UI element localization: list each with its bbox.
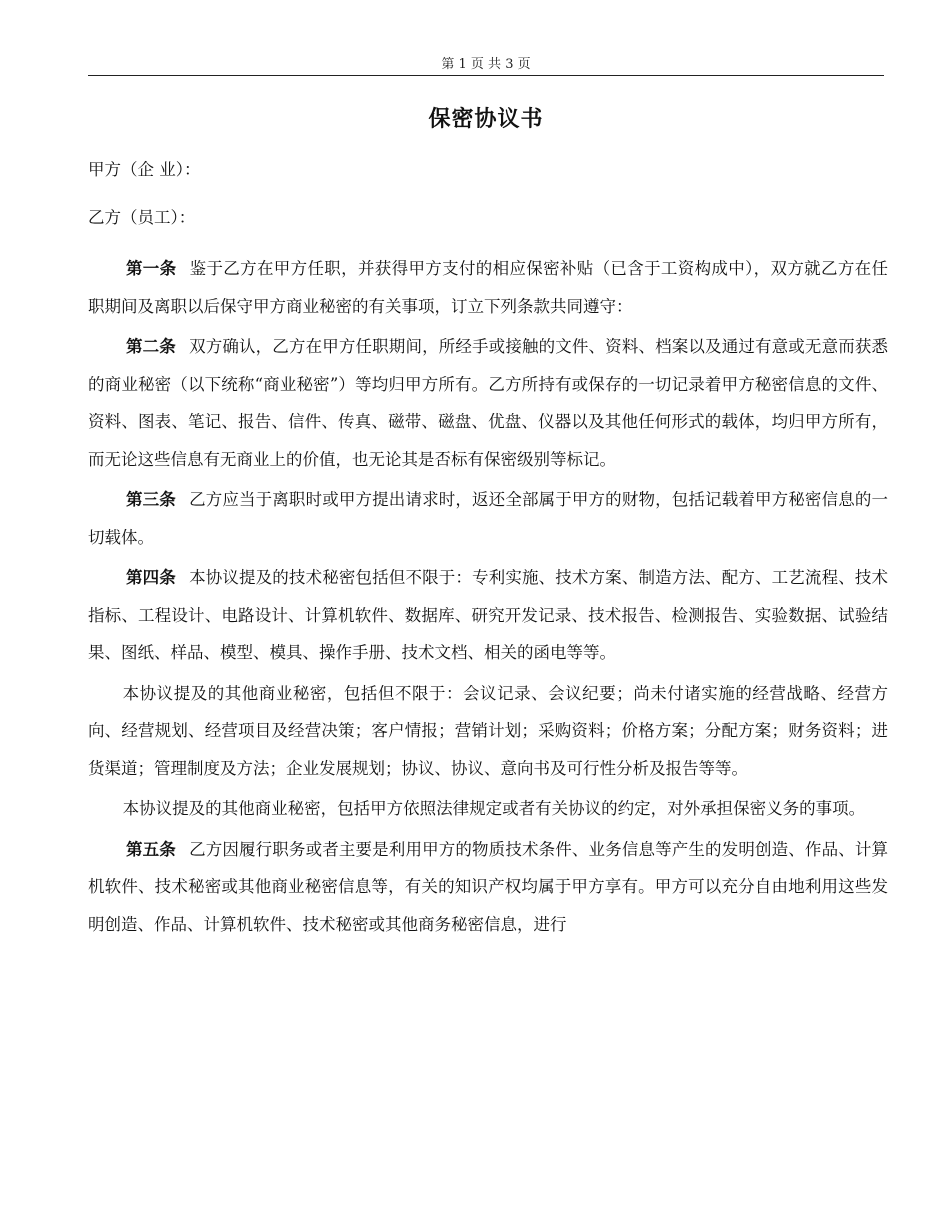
article-3	[88, 481, 888, 556]
article-text: 本协议提及的技术秘密包括但不限于：专利实施、技术方案、制造方法、配方、工艺流程、技术指标、工程设计、电路设计、计算机软件、数据库、研究开发记录、技术报告、检测报告、实验数据、试验结果、图纸、样品、模型、模具、操作手册、技术文档、相关的函电等等。	[88, 568, 889, 662]
paragraph-other-secrets: 本协议提及的其他商业秘密，包括但不限于：会议记录、会议纪要；尚未付诸实施的经营战略、经营方向、经营规划、经营项目及经营决策；客户情报；营销计划；采购资料；价格方案；分配方案；财务资料；进货渠道；管理制度及方法；企业发展规划；协议、协议、意向书及可行性分析及报告等等。	[88, 683, 888, 778]
article-4	[88, 559, 888, 672]
article-label: 第三条	[125, 490, 176, 509]
article-label: 第一条	[125, 259, 177, 278]
document-body	[88, 250, 888, 946]
article-text: 双方确认，乙方在甲方任职期间，所经手或接触的文件、资料、档案以及通过有意或无意而获悉的商业秘密（以下统称“商业秘密”）等均归甲方所有。乙方所持有或保存的一切记录着甲方秘密信息的文件、资料、图表、笔记、报告、信件、传真、磁带、磁盘、优盘、仪器以及其他任何形式的载体，均归甲方所有，而无论这些信息有无商业上的价值，也无论其是否标有保密级别等标记。	[88, 337, 889, 469]
paragraph-legal-obligations: 本协议提及的其他商业秘密，包括甲方依照法律规定或者有关协议的约定，对外承担保密义务的事项。	[122, 799, 866, 818]
article-2	[88, 328, 888, 478]
article-label: 第五条	[125, 839, 176, 859]
header-divider	[88, 75, 884, 76]
article-text: 鉴于乙方在甲方任职，并获得甲方支付的相应保密补贴（已含于工资构成中），双方就乙方在任职期间及离职以后保守甲方商业秘密的有关事项，订立下列条款共同遵守：	[88, 259, 889, 316]
article-label: 第四条	[125, 568, 176, 587]
article-text: 乙方因履行职务或者主要是利用甲方的物质技术条件、业务信息等产生的发明创造、作品、计算机软件、技术秘密或其他商业秘密信息等，有关的知识产权均属于甲方享有。甲方可以充分自由地利用这些发明创造、作品、计算机软件、技术秘密或其他商务秘密信息，进行	[88, 839, 889, 934]
document-title: 保密协议书	[428, 107, 544, 132]
page-header: 第 1 页 共 3 页	[441, 57, 531, 72]
article-5	[88, 831, 888, 944]
party-a-line: 甲方（企 业）：	[88, 160, 201, 179]
article-1	[88, 250, 888, 325]
party-b-line: 乙方（员工）：	[88, 208, 196, 227]
article-label: 第二条	[125, 337, 176, 356]
article-text: 乙方应当于离职时或甲方提出请求时，返还全部属于甲方的财物，包括记载着甲方秘密信息的一切载体。	[88, 490, 889, 547]
